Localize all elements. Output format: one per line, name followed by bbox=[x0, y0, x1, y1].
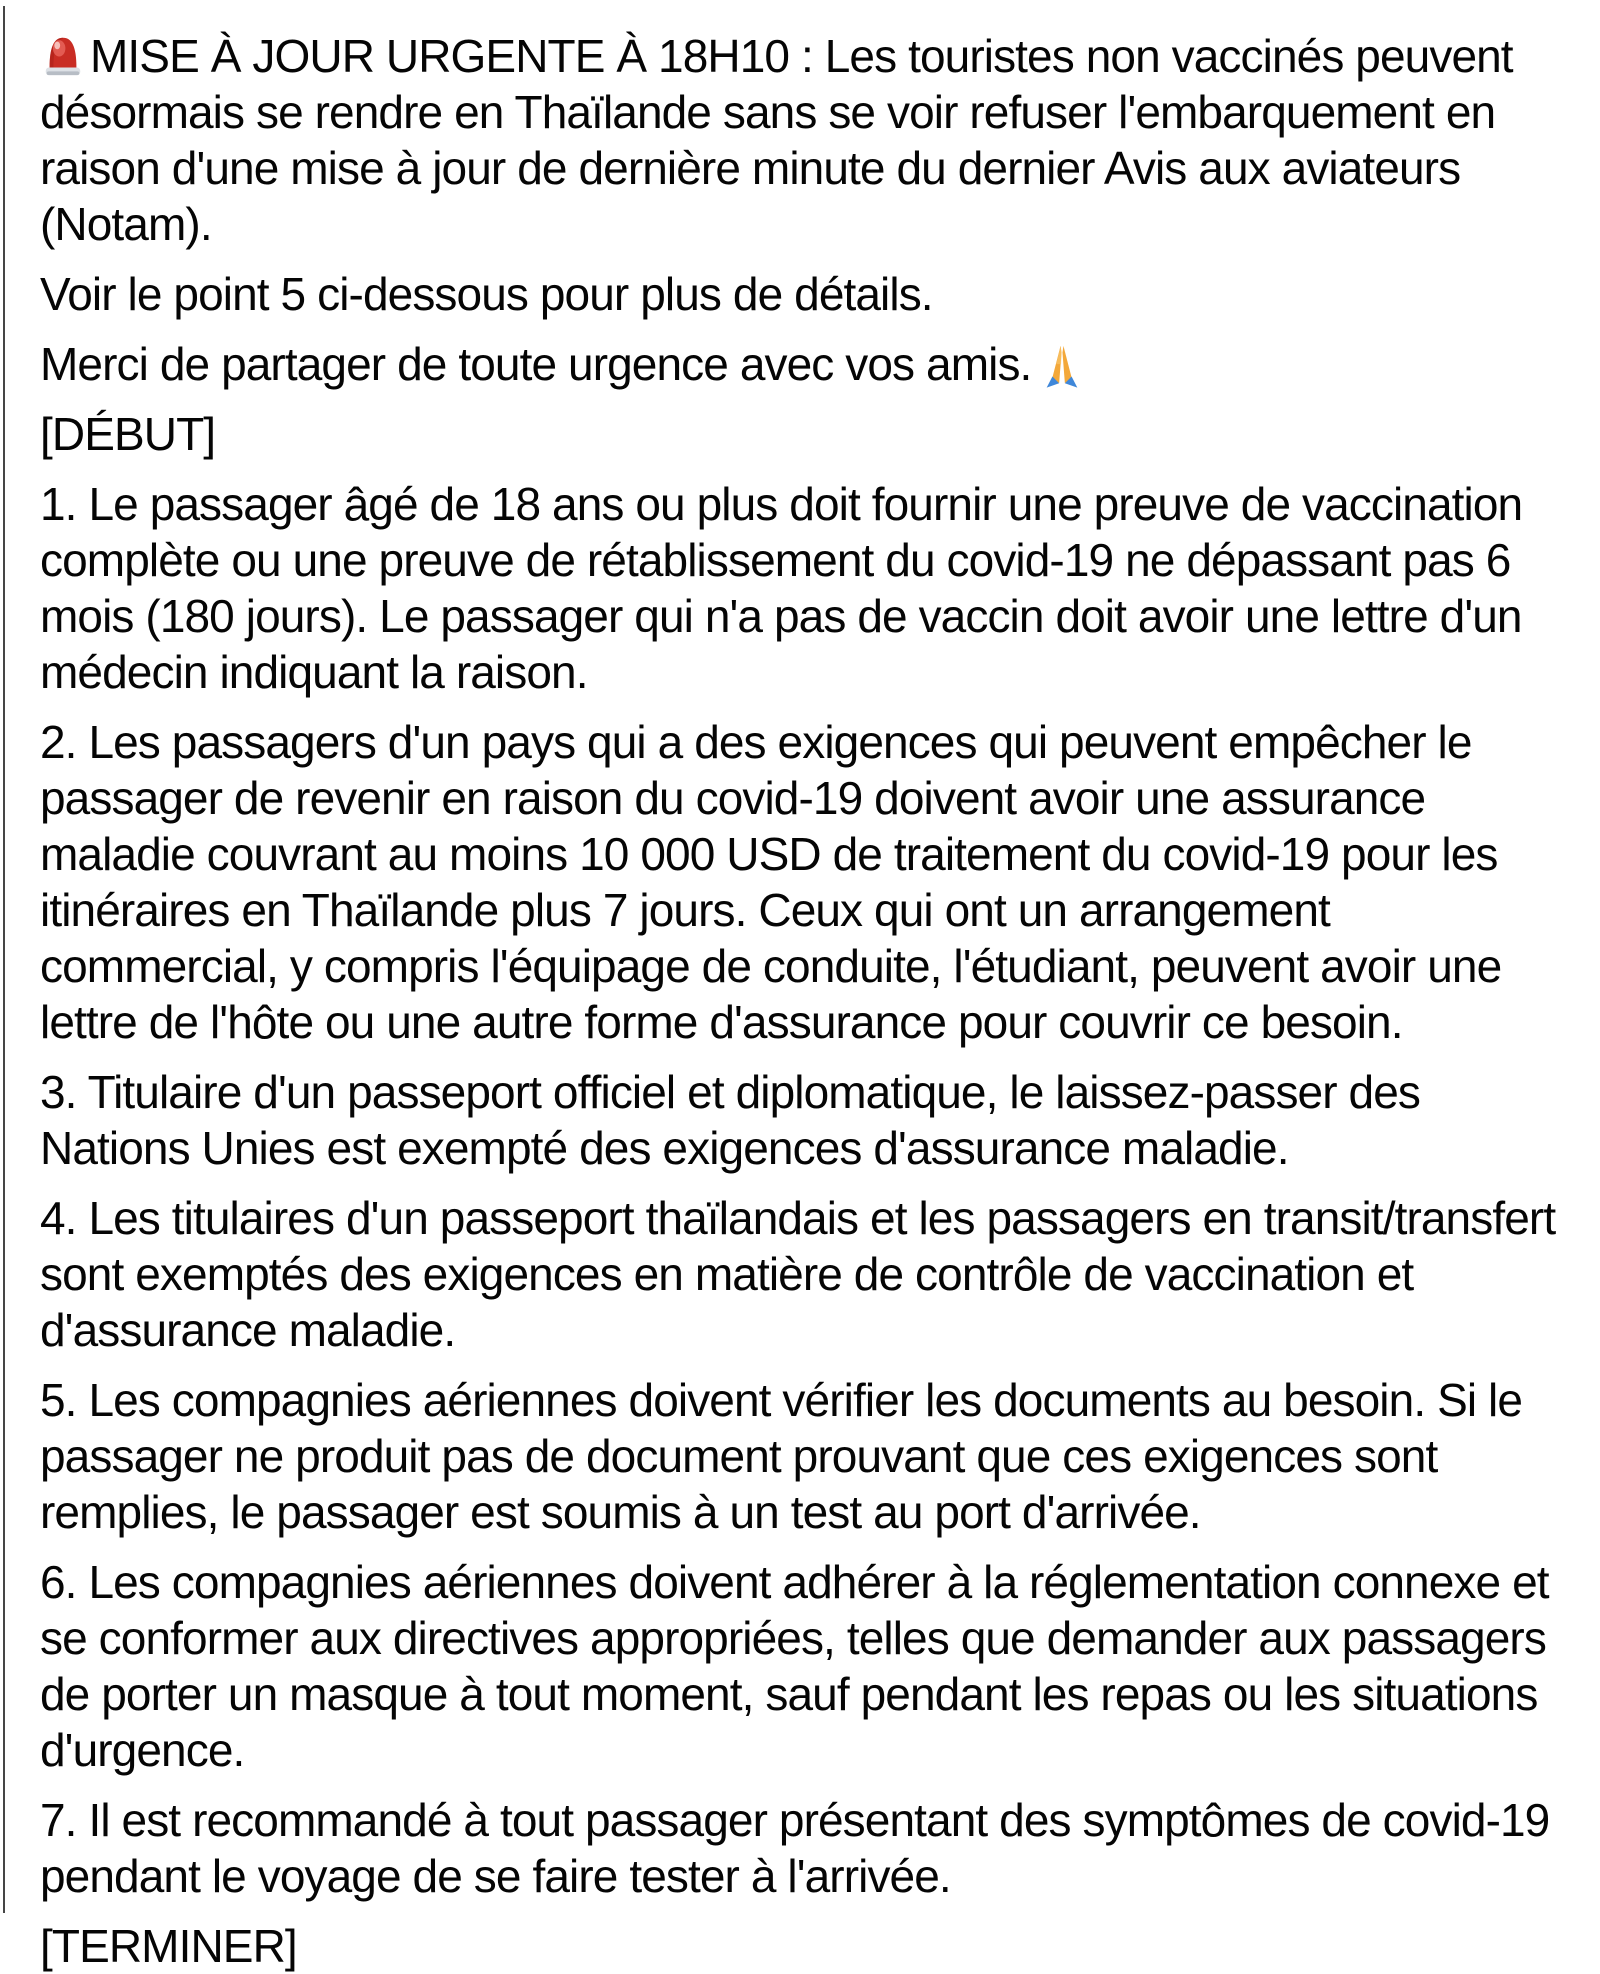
police-light-icon bbox=[40, 33, 86, 79]
point-4-paragraph: 4. Les titulaires d'un passeport thaïlandais et les passagers en transit/transfert sont exemptés des exigences en matière de contrôle de vaccination et d'assurance maladie. bbox=[40, 1192, 1556, 1356]
intro-text: MISE À JOUR URGENTE À 18H10 : Les touristes non vaccinés peuvent désormais se rendre en Thaïlande sans se voir refuser l'embarquement en raison d'une mise à jour de dernière minute du dernier Avis aux aviateurs (Notam). bbox=[40, 30, 1513, 250]
folded-hands-icon bbox=[1039, 343, 1085, 389]
point-2-paragraph: 2. Les passagers d'un pays qui a des exigences qui peuvent empêcher le passager de revenir en raison du covid-19 doivent avoir une assurance maladie couvrant au moins 10 000 USD de traitement du covid-19 pour les itinéraires en Thaïlande plus 7 jours. Ceux qui ont un arrangement commercial, y compris l'équipage de conduite, l'étudiant, peuvent avoir une lettre de l'hôte ou une autre forme d'assurance pour couvrir ce besoin. bbox=[40, 716, 1502, 1048]
point-6-paragraph: 6. Les compagnies aériennes doivent adhérer à la réglementation connexe et se conformer aux directives appropriées, telles que demander aux passagers de porter un masque à tout moment, sauf pendant les repas ou les situations d'urgence. bbox=[40, 1556, 1549, 1776]
see-point-paragraph: Voir le point 5 ci-dessous pour plus de détails. bbox=[40, 268, 933, 320]
point-1-paragraph: 1. Le passager âgé de 18 ans ou plus doit fournir une preuve de vaccination complète ou une preuve de rétablissement du covid-19 ne dépassant pas 6 mois (180 jours). Le passager qui n'a pas de vaccin doit avoir une lettre d'un médecin indiquant la raison. bbox=[40, 478, 1523, 698]
point-3-paragraph: 3. Titulaire d'un passeport officiel et diplomatique, le laissez-passer des Nations Unies est exempté des exigences d'assurance maladie. bbox=[40, 1066, 1420, 1174]
share-text: Merci de partager de toute urgence avec vos amis. bbox=[40, 338, 1032, 390]
point-7-paragraph: 7. Il est recommandé à tout passager présentant des symptômes de covid-19 pendant le voyage de se faire tester à l'arrivée. bbox=[40, 1794, 1550, 1902]
intro-paragraph bbox=[40, 28, 1564, 252]
share-paragraph bbox=[40, 336, 1564, 392]
point-5-paragraph bbox=[40, 1372, 1564, 1540]
begin-marker: [DÉBUT] bbox=[40, 408, 216, 460]
end-marker: [TERMINER] bbox=[40, 1920, 297, 1972]
point-5-text: 5. Les compagnies aériennes doivent vérifier les documents au besoin. Si le passager ne produit pas de document prouvant que ces exigences sont remplies, le passager est soumis à un test au port d'arrivée. bbox=[40, 1374, 1523, 1538]
